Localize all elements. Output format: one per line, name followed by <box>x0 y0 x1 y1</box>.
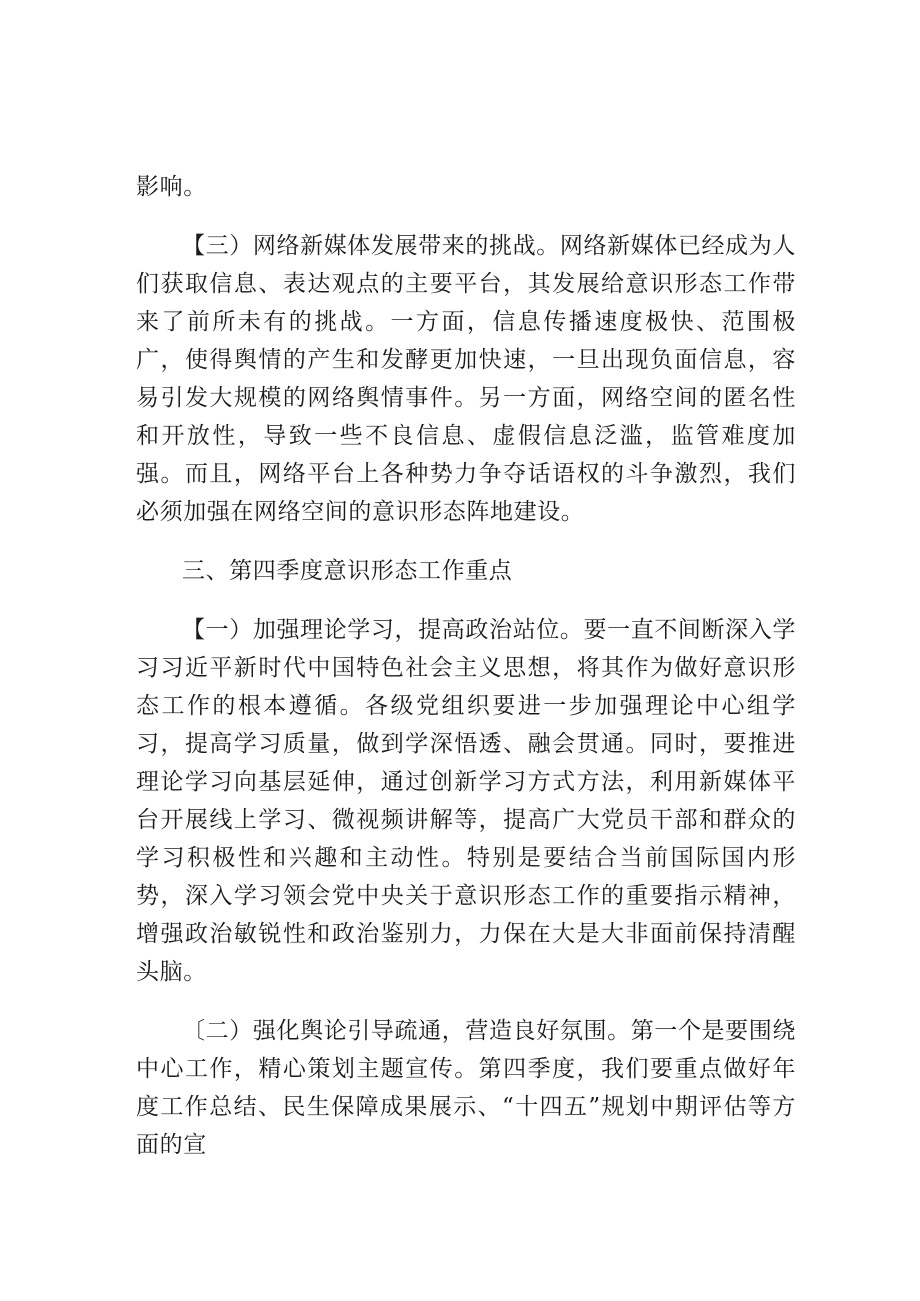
document-body <box>136 168 796 1164</box>
paragraph-priority-public-opinion: 〔二）强化舆论引导疏通，营造良好氛围。第一个是要围绕中心工作，精心策划主题宣传。第四季度，我们要重点做好年度工作总结、民生保障成果展示、“十四五”规划中期评估等方面的宣 <box>136 1018 796 1158</box>
paragraph-continuation: 影响。 <box>136 174 207 200</box>
paragraph-priority-theory-study: 【一）加强理论学习，提高政治站位。要一直不间断深入学习习近平新时代中国特色社会主义思想，将其作为做好意识形态工作的根本遵循。各级党组织要进一步加强理论中心组学习，提高学习质量，做到学深悟透、融会贯通。同时，要推进理论学习向基层延伸，通过创新学习方式方法，利用新媒体平台开展线上学习、微视频讲解等，提高广大党员干部和群众的学习积极性和兴趣和主动性。特别是要结合当前国际国内形势，深入学习领会党中央关于意识形态工作的重要指示精神，增强政治敏锐性和政治鉴别力，力保在大是大非面前保持清醒头脑。 <box>136 617 796 985</box>
section-heading-q4-priorities: 三、第四季度意识形态工作重点 <box>182 558 513 584</box>
paragraph-challenge-network-media: 【三）网络新媒体发展带来的挑战。网络新媒体已经成为人们获取信息、表达观点的主要平台，其发展给意识形态工作带来了前所未有的挑战。一方面，信息传播速度极快、范围极广，使得舆情的产生和发酵更加快速，一旦出现负面信息，容易引发大规模的网络舆情事件。另一方面，网络空间的匿名性和开放性，导致一些不良信息、虚假信息泛滥，监管难度加强。而且，网络平台上各种势力争夺话语权的斗争激烈，我们必须加强在网络空间的意识形态阵地建设。 <box>136 233 796 525</box>
